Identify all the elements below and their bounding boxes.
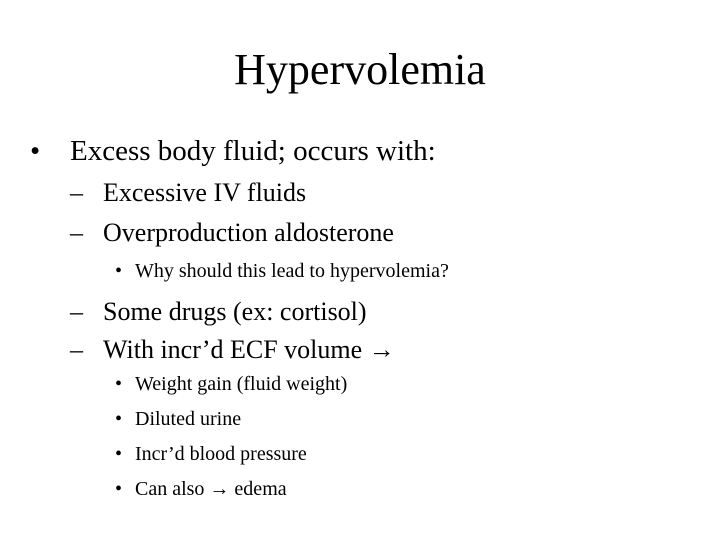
third-level-text: Diluted urine xyxy=(135,408,242,430)
bullet-marker: • xyxy=(115,408,123,430)
sub-bullet-text: Some drugs (ex: cortisol) xyxy=(103,297,367,326)
dash-marker: – xyxy=(70,178,83,207)
dash-marker: – xyxy=(70,297,83,326)
sub-bullet-text: Excessive IV fluids xyxy=(103,178,307,207)
bullet-marker: • xyxy=(115,373,123,395)
sub-bullet-text: With incr’d ECF volume → xyxy=(103,335,395,364)
sub-bullet-text: Overproduction aldosterone xyxy=(103,218,394,247)
third-level-text: Weight gain (fluid weight) xyxy=(135,373,348,395)
bullet-marker: • xyxy=(115,478,123,500)
slide-title: Hypervolemia xyxy=(234,45,486,94)
third-level-text: Incr’d blood pressure xyxy=(135,443,307,465)
bullet-marker: • xyxy=(30,135,41,167)
third-level-text: Can also → edema xyxy=(135,478,287,500)
bullet-marker: • xyxy=(115,260,123,282)
dash-marker: – xyxy=(70,335,83,364)
bullet-marker: • xyxy=(115,443,123,465)
bullet-text: Excess body fluid; occurs with: xyxy=(70,135,436,167)
dash-marker: – xyxy=(70,218,83,247)
third-level-text: Why should this lead to hypervolemia? xyxy=(135,260,449,282)
